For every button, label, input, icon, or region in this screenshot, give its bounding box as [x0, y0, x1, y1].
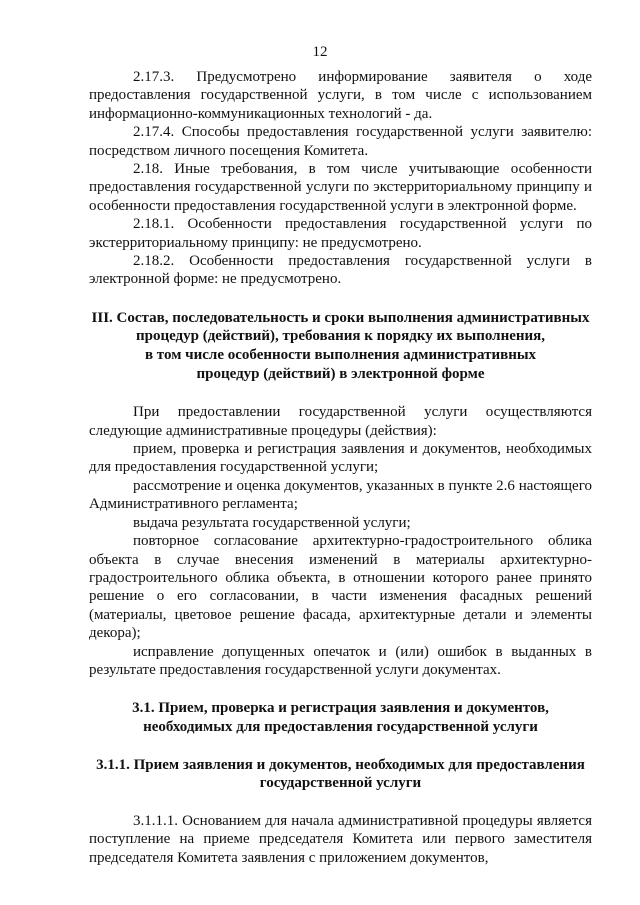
paragraph-2-18: 2.18. Иные требования, в том числе учитывающие особенности предоставления государственной услуги по экстерриториальному принципу и особенности предоставления государственной услуги в электронной форме. — [89, 161, 592, 214]
paragraph-procedure-reapproval: повторное согласование архитектурно-градостроительного облика объекта в случае внесения изменений в материалы архитектурно-градостроительного облика объекта, в отношении которого ранее принято решение о его согласовании, в части изменения фасадных решений (материалы, цветовое решение фасада, архитектурные детали и элементы декора); — [89, 533, 592, 642]
section-3-1-1-heading — [89, 756, 592, 793]
document-body — [89, 68, 592, 867]
paragraph-2-18-2: 2.18.2. Особенности предоставления государственной услуги в электронной форме: не предусмотрено. — [89, 253, 592, 288]
paragraph-procedure-review: рассмотрение и оценка документов, указанных в пункте 2.6 настоящего Административного регламента; — [89, 477, 592, 513]
paragraph-2-18-1: 2.18.1. Особенности предоставления государственной услуги по экстерриториальному принципу: не предусмотрено. — [89, 216, 592, 251]
section-3-1-1-heading-line: государственной услуги — [259, 775, 422, 792]
section-3-heading-line: III. Состав, последовательность и сроки выполнения административных — [91, 309, 590, 326]
page-number: 12 — [312, 44, 328, 60]
section-3-heading-line: процедур (действий) в электронной форме — [196, 365, 485, 382]
section-3-heading-line: в том числе особенности выполнения административных — [144, 347, 537, 364]
paragraph-procedures-intro: При предоставлении государственной услуги осуществляются следующие административные процедуры (действия): — [89, 404, 592, 439]
section-3-heading — [89, 309, 592, 383]
paragraph-3-1-1-1: 3.1.1.1. Основанием для начала административной процедуры является поступление на приеме председателя Комитета или первого заместителя председателя Комитета заявления с приложением документов, — [89, 812, 592, 866]
paragraph-2-17-4: 2.17.4. Способы предоставления государственной услуги заявителю: посредством личного посещения Комитета. — [89, 124, 592, 159]
section-3-1-1-heading-line: 3.1.1. Прием заявления и документов, необходимых для предоставления — [96, 756, 585, 773]
paragraph-procedure-reception: прием, проверка и регистрация заявления и документов, необходимых для предоставления государственной услуги; — [89, 441, 592, 476]
paragraph-procedure-issue: выдача результата государственной услуги; — [133, 514, 411, 531]
section-3-1-heading-line: необходимых для предоставления государственной услуги — [143, 718, 538, 735]
paragraph-2-17-3: 2.17.3. Предусмотрено информирование заявителя о ходе предоставления государственной услуги, в том числе с использованием информационно-коммуникационных технологий - да. — [89, 69, 592, 122]
section-3-heading-line: процедур (действий), требования к порядку их выполнения, — [135, 328, 546, 345]
paragraph-procedure-correction: исправление допущенных опечаток и (или) ошибок в выданных в результате предоставления государственной услуги документах. — [89, 643, 592, 678]
section-3-1-heading-line: 3.1. Прием, проверка и регистрация заявления и документов, — [132, 700, 549, 717]
section-3-1-heading — [89, 699, 592, 736]
